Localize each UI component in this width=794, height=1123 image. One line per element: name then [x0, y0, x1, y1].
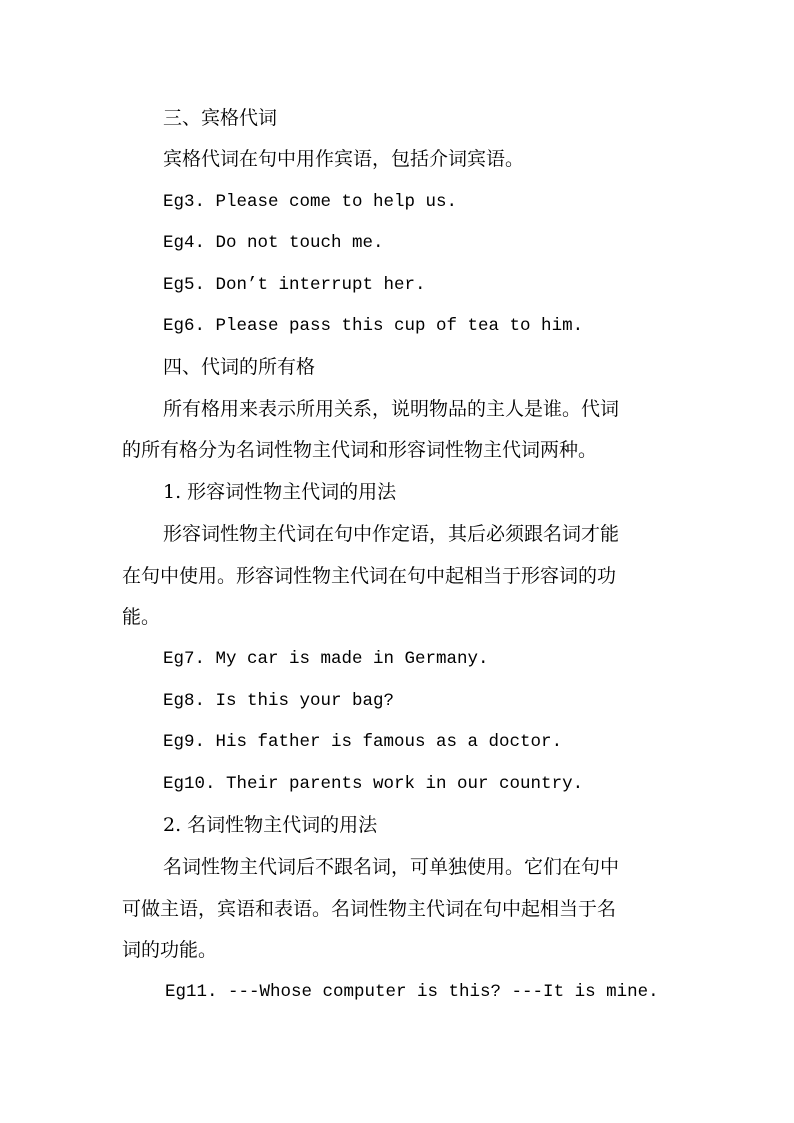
subsection-1-body-line-1: 形容词性物主代词在句中作定语，其后必须跟名词才能 — [163, 523, 620, 545]
subsection-2-heading: 2. 名词性物主代词的用法 — [163, 814, 378, 836]
example-7: Eg7. My car is made in Germany. — [163, 649, 489, 669]
subsection-2-body-line-2: 可做主语，宾语和表语。名词性物主代词在句中起相当于名 — [122, 898, 617, 920]
subsection-2-body-line-1: 名词性物主代词后不跟名词，可单独使用。它们在句中 — [163, 856, 620, 878]
example-3: Eg3. Please come to help us. — [163, 192, 458, 212]
example-8: Eg8. Is this your bag? — [163, 691, 395, 711]
example-5: Eg5. Don’t interrupt her. — [163, 275, 426, 295]
example-4: Eg4. Do not touch me. — [163, 233, 384, 253]
example-9: Eg9. His father is famous as a doctor. — [163, 732, 563, 752]
section-4-heading: 四、代词的所有格 — [163, 356, 316, 378]
subsection-1-heading: 1. 形容词性物主代词的用法 — [163, 481, 397, 503]
example-11: Eg11. ---Whose computer is this? ---It is mine. — [165, 982, 659, 1002]
section-3-heading: 三、宾格代词 — [163, 107, 278, 129]
subsection-1-body-line-2: 在句中使用。形容词性物主代词在句中起相当于形容词的功 — [122, 565, 617, 587]
subsection-2-body-line-3: 词的功能。 — [122, 939, 218, 961]
example-6: Eg6. Please pass this cup of tea to him. — [163, 316, 584, 336]
section-4-intro-line-2: 的所有格分为名词性物主代词和形容词性物主代词两种。 — [122, 439, 598, 461]
section-4-intro-line-1: 所有格用来表示所用关系，说明物品的主人是谁。代词 — [163, 398, 620, 420]
example-10: Eg10. Their parents work in our country. — [163, 774, 584, 794]
section-3-intro: 宾格代词在句中用作宾语，包括介词宾语。 — [163, 148, 525, 170]
subsection-1-body-line-3: 能。 — [122, 606, 161, 628]
